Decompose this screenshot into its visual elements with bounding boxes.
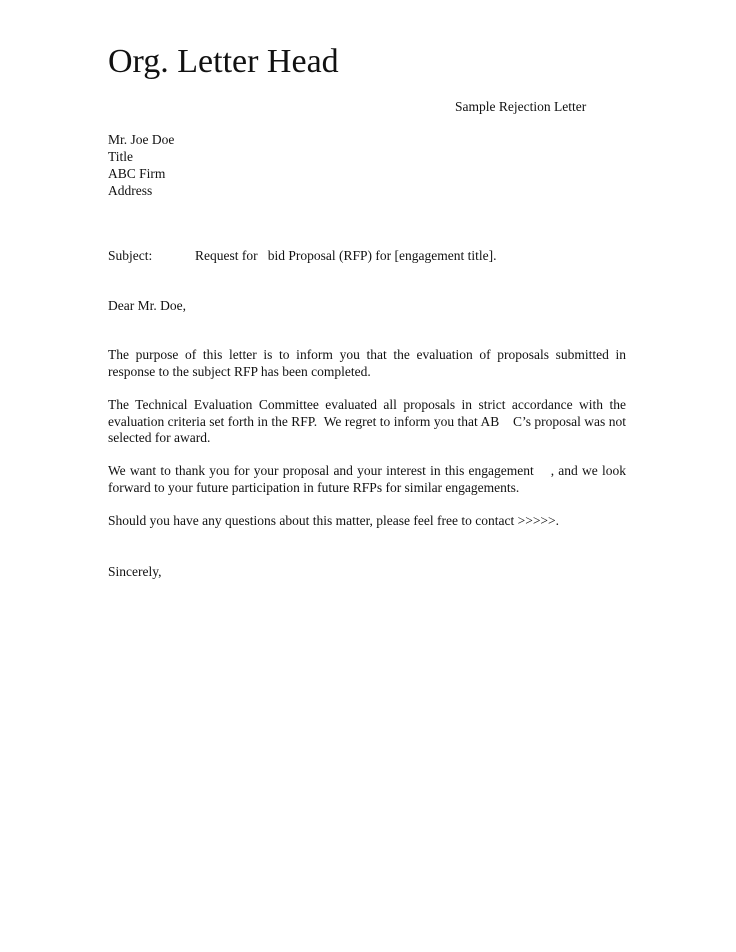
body-paragraph [108,513,626,530]
body-paragraph [108,463,630,496]
subject-text: Request for bid Proposal (RFP) for [engagement title]. [195,248,497,263]
closing: Sincerely, [108,564,162,579]
recipient-address-block [108,131,174,199]
document-label: Sample Rejection Letter [455,99,587,114]
paragraph-text: The purpose of this letter is to inform you that the evaluation of proposals submitted in response to the subject RFP has been completed. [108,347,630,379]
recipient-title: Title [108,149,134,164]
body-paragraph [108,397,630,447]
subject-label: Subject: [108,248,153,263]
paragraph-text: We want to thank you for your proposal and your interest in this engagement , and we look forward to your future participation in future RFPs for similar engagements. [108,463,630,495]
letter-head-title: Org. Letter Head [108,43,339,80]
recipient-name: Mr. Joe Doe [108,132,175,147]
body-paragraph [108,347,630,380]
salutation: Dear Mr. Doe, [108,298,186,313]
recipient-address: Address [108,183,153,198]
paragraph-text: The Technical Evaluation Committee evaluated all proposals in strict accordance with the evaluation criteria set forth in the RFP. We regret to inform you that AB C’s proposal was not selected for award. [108,397,630,446]
paragraph-text: Should you have any questions about this matter, please feel free to contact >>>>>. [108,513,560,528]
recipient-firm: ABC Firm [108,166,166,181]
